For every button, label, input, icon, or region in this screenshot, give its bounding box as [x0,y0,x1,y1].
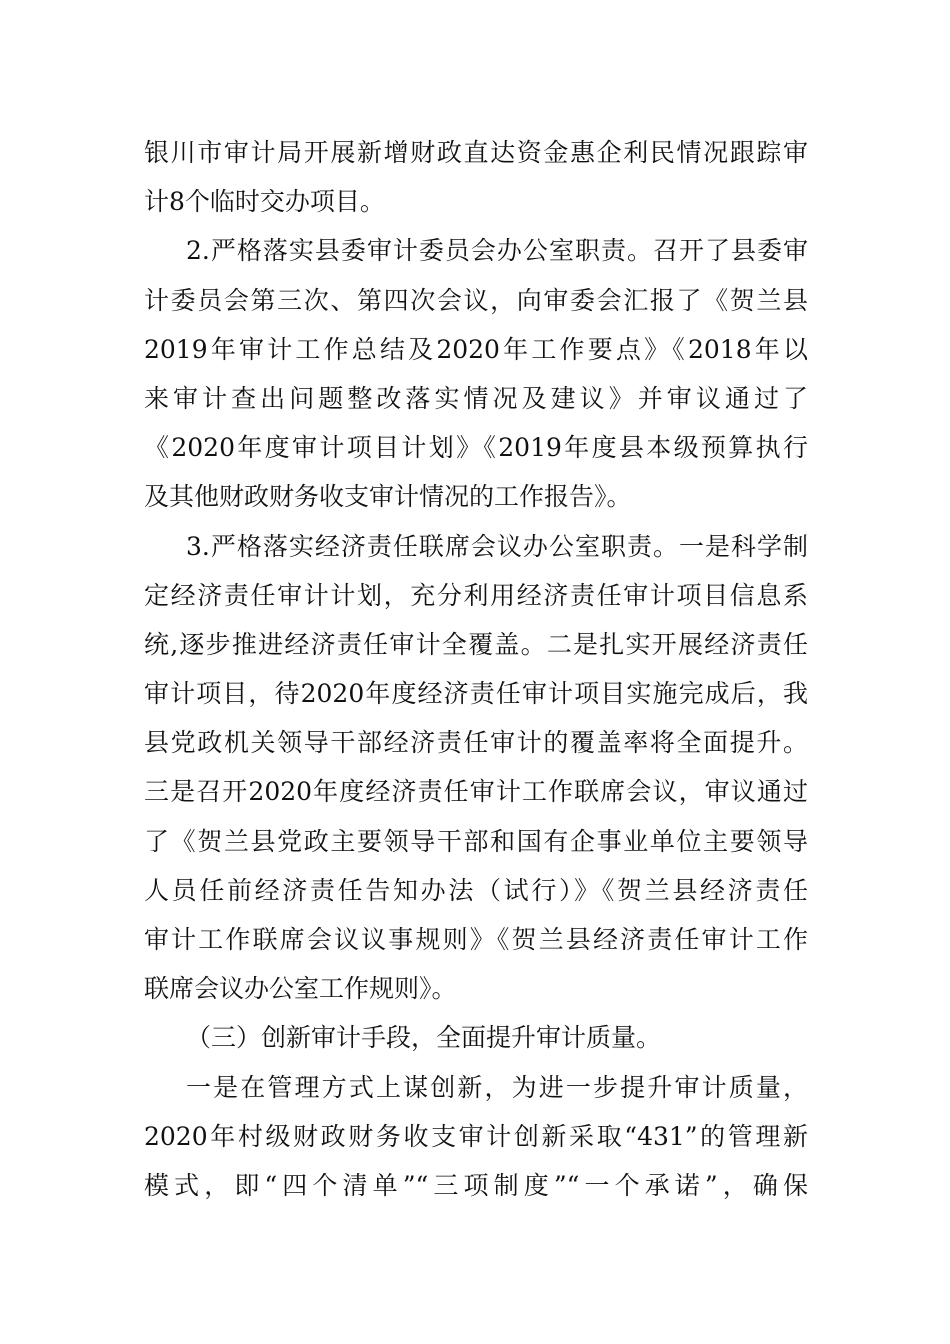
text-line: 2020年村级财政财务收支审计创新采取“431”的管理新 [144,1121,808,1151]
text-line: 2.严格落实县委审计委员会办公室职责。召开了县委审 [186,236,808,266]
text-line: 2019年审计工作总结及2020年工作要点》《2018年以 [144,334,808,364]
text-line: 定经济责任审计计划，充分利用经济责任审计项目信息系 [144,580,808,610]
text-line: 计委员会第三次、第四次会议，向审委会汇报了《贺兰县 [144,285,808,315]
text-line: 银川市审计局开展新增财政直达资金惠企利民情况跟踪审 [144,138,808,167]
text-line: 模式，即“四个清单”“三项制度”“一个承诺”，确保 [144,1170,808,1200]
text-line: 县党政机关领导干部经济责任审计的覆盖率将全面提升。 [144,728,808,758]
document-body [144,128,808,1210]
text-line: 三是召开2020年度经济责任审计工作联席会议，审议通过 [144,777,808,807]
text-line: 了《贺兰县党政主要领导干部和国有企事业单位主要领导 [144,826,808,856]
text-line: 审计项目，待2020年度经济责任审计项目实施完成后，我 [144,679,808,709]
text-line: 人员任前经济责任告知办法（试行）》《贺兰县经济责任 [144,875,808,905]
text-line: 计8个临时交办项目。 [144,187,385,217]
section-heading: （三）创新审计手段，全面提升审计质量。 [186,1023,662,1053]
text-line: 审计工作联席会议议事规则》《贺兰县经济责任审计工作 [144,925,808,954]
text-line: 《2020年度审计项目计划》《2019年度县本级预算执行 [144,433,808,463]
text-line: 一是在管理方式上谋创新，为进一步提升审计质量， [186,1072,808,1102]
text-line: 统,逐步推进经济责任审计全覆盖。二是扎实开展经济责任 [144,629,808,659]
text-line: 联席会议办公室工作规则》。 [144,974,457,1004]
text-line: 来审计查出问题整改落实情况及建议》并审议通过了 [144,383,808,413]
text-line: 3.严格落实经济责任联席会议办公室职责。一是科学制 [186,531,808,561]
text-line: 及其他财政财务收支审计情况的工作报告》。 [144,482,632,512]
